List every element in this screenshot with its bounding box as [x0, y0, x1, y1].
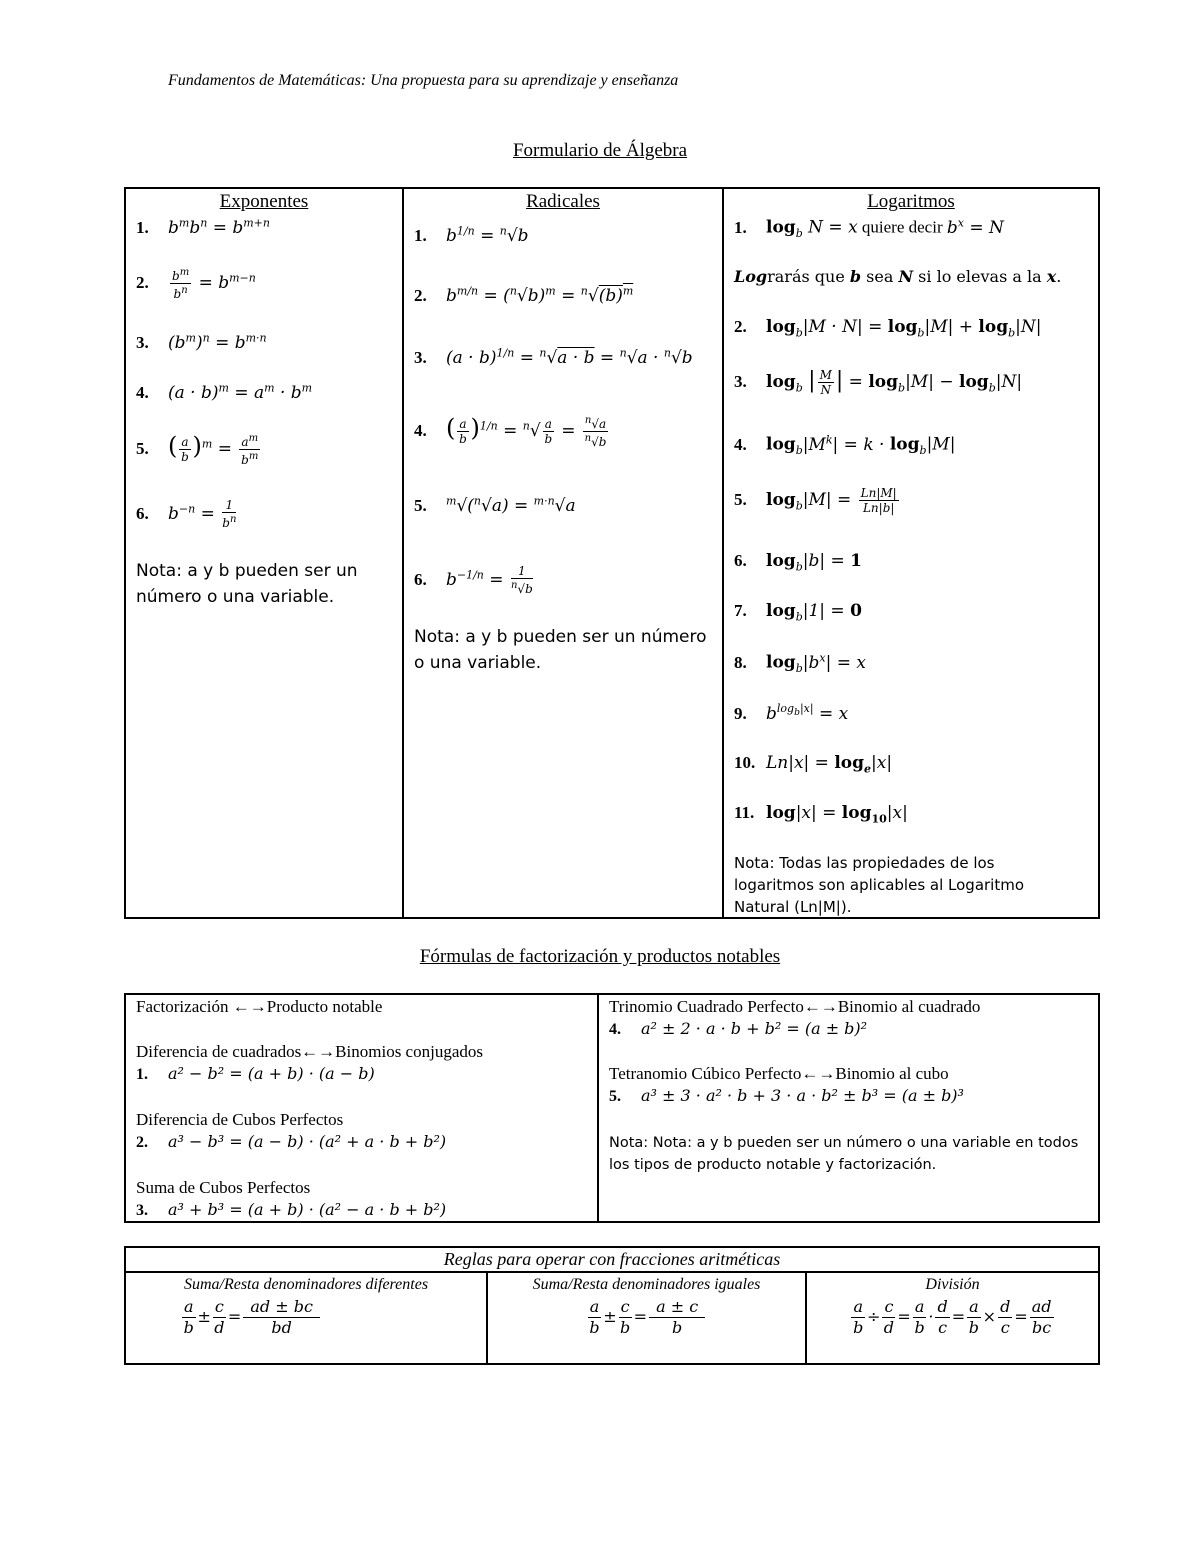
fracciones-col-head: Suma/Resta denominadores diferentes: [183, 1276, 429, 1293]
logaritmos-item: 3. $\log_b$ | $\frac{M}{N}$ | = $\log_b|M| - \log_b|N|$: [734, 368, 1023, 397]
factor-formula: 3. a³ + b³ = (a + b) · (a² − a · b + b²): [136, 1200, 447, 1219]
title-factorizacion: Fórmulas de factorización y productos notables: [419, 946, 781, 967]
fracciones-col-head: Suma/Resta denominadores iguales: [532, 1276, 761, 1293]
radicales-item: 2. $b^{m/n} = (^n√b)^m = ^n√(b)^m$: [414, 284, 634, 306]
exponentes-heading: Exponentes: [219, 191, 309, 212]
logaritmos-heading: Logaritmos: [867, 191, 955, 212]
exponentes-item: 3. $(b^m)^n = b^{m\cdot n}$: [136, 331, 267, 353]
column-divider: [597, 993, 599, 1223]
row-divider: [124, 1271, 1100, 1273]
factor-formula: 1. a² − b² = (a + b) · (a − b): [136, 1064, 375, 1083]
factor-formula: 5. a³ ± 3 · a² · b + 3 · a · b² ± b³ = (a ± b)³: [609, 1086, 964, 1105]
radicales-item: 5. $^m$√($^n$√a) = $^{m\cdot n}$√a: [414, 494, 576, 516]
logaritmos-item: Lograrás que b sea N si lo elevas a la x.: [734, 267, 1062, 286]
radicales-item: 6. $b^{-1/n}$ = $\frac{1}{^n√b}$: [414, 564, 533, 596]
factor-head: Factorización ←→Producto notable: [136, 997, 383, 1016]
fracciones-formula: $\frac{a}{b}$ ± $\frac{c}{d}$ = $\frac{ad \pm bc}{bd}$: [183, 1297, 319, 1337]
factor-group-title: Diferencia de Cubos Perfectos: [136, 1110, 344, 1129]
exponentes-item: 2. $\frac{b^m}{b^n}$ = $b^{m-n}$: [136, 267, 256, 301]
factor-group-title: Tetranomio Cúbico Perfecto←→Binomio al cubo: [609, 1064, 949, 1083]
factor-group-title: Diferencia de cuadrados←→Binomios conjugados: [136, 1042, 483, 1061]
exponentes-item: 1. $b^mb^n = b^{m+n}$: [136, 216, 270, 238]
radicales-item: 4. ( $\frac{a}{b}$ )$^{1/n}$ = $^n$√ $\frac{a}{b}$ = $\frac{^n√a}{^n√b}$: [414, 414, 607, 449]
factor-note: Nota: Nota: a y b pueden ser un número o una variable en todos los tipos de producto notable y factorización.: [609, 1135, 1079, 1173]
radicales-item: 1. $b^{1/n} = ^n√b$: [414, 224, 529, 246]
logaritmos-item: 7. $\log_b|1| = 0$: [734, 601, 862, 624]
logaritmos-item: 9. $b^{log_b|x|} = x$: [734, 702, 849, 724]
document-header: Fundamentos de Matemáticas: Una propuesta para su aprendizaje y enseñanza: [168, 72, 679, 89]
fracciones-formula: $\frac{a}{b}$ ÷ $\frac{c}{d}$ = $\frac{a}{b}$ · $\frac{d}{c}$ = $\frac{a}{b}$ × $\frac{d}{c}$ = $\frac{ad}{bc}$: [853, 1297, 1052, 1337]
logaritmos-item: 2. $\log_b|M \cdot N| = \log_b|M| + \log_b|N|$: [734, 317, 1042, 340]
radicales-item: 3. $(a \cdot b)^{1/n} = ^n√a \cdot b = ^n√a \cdot ^n√b$: [414, 346, 693, 368]
fracciones-title: Reglas para operar con fracciones aritméticas: [443, 1249, 781, 1269]
exponentes-item: 5. ( $\frac{a}{b}$ )$^m$ = $\frac{a^m}{b^m}$: [136, 432, 259, 467]
radicales-note: Nota: a y b pueden ser un número o una variable.: [414, 627, 707, 673]
exponentes-item: 4. $(a \cdot b)^m = a^m \cdot b^m$: [136, 381, 313, 403]
fracciones-col-head: División: [925, 1276, 980, 1293]
exponentes-note: Nota: a y b pueden ser un número o una variable.: [136, 561, 358, 607]
logaritmos-item: 6. $\log_b|b| = 1$: [734, 551, 862, 574]
exponentes-item: 6. $b^{-n}$ = $\frac{1}{b^n}$: [136, 498, 237, 530]
logaritmos-item: 10. $Ln|x| = \log_e|x|$: [734, 753, 893, 776]
column-divider: [402, 187, 404, 919]
fracciones-formula: $\frac{a}{b}$ ± $\frac{c}{b}$ = $\frac{a \pm c}{b}$: [589, 1297, 704, 1337]
column-divider: [722, 187, 724, 919]
title-algebra: Formulario de Álgebra: [512, 140, 688, 161]
logaritmos-item: 11. $\log|x| = \log_{10}|x|$: [734, 803, 908, 826]
factor-group-title: Trinomio Cuadrado Perfecto←→Binomio al cuadrado: [609, 997, 981, 1016]
factor-formula: 4. a² ± 2 · a · b + b² = (a ± b)²: [609, 1019, 868, 1038]
factor-formula: 2. a³ − b³ = (a − b) · (a² + a · b + b²): [136, 1132, 447, 1151]
logaritmos-item: 8. $\log_b|b^x| = x$: [734, 651, 866, 676]
logaritmos-item: 1. $\log_b N = x$ quiere decir $b^x = N$: [734, 216, 1004, 241]
logaritmos-item: 5. $\log_b|M|$ = $\frac{Ln|M|}{Ln|b|}$: [734, 486, 897, 515]
logaritmos-note: Nota: Todas las propiedades de los logaritmos son aplicables al Logaritmo Natural (Ln|M|).: [734, 854, 1025, 916]
factor-group-title: Suma de Cubos Perfectos: [136, 1178, 311, 1197]
radicales-heading: Radicales: [526, 191, 600, 212]
logaritmos-item: 4. $\log_b|M^k| = k \cdot \log_b|M|$: [734, 433, 956, 458]
